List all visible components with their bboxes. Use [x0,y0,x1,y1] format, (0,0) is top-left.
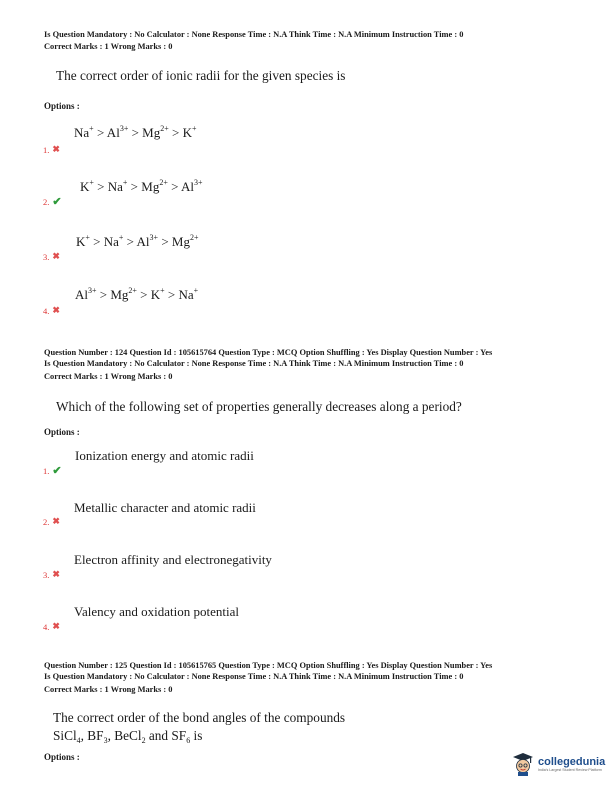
option-3-number [43,251,60,262]
formula-superscript: + [122,178,128,187]
marks-line: Correct Marks : 1 Wrong Marks : 0 [44,42,173,51]
marks-line: Correct Marks : 1 Wrong Marks : 0 [44,372,173,381]
question-formula-line [53,727,202,744]
formula-superscript: 2+ [189,233,199,242]
formula-superscript: 3+ [149,233,159,242]
formula-base: K [80,179,90,194]
option-1-number [43,464,62,477]
option-number: 4. [43,621,50,632]
formula-superscript: + [193,286,199,295]
formula-superscript: 2+ [159,178,168,187]
graduate-mascot-icon [512,752,534,776]
option-4-text [75,287,198,303]
formula-base: Na [74,125,90,140]
option-number: 2. [43,516,50,527]
formula-superscript: 3+ [88,286,97,295]
question-meta-line: Is Question Mandatory : No Calculator : None Response Time : N.A Think Time : N.A Minimum Instruction Time : 0 [44,359,464,368]
brand-tagline: India's Largest Student Review Platform [538,767,602,772]
option-3-number [43,569,60,580]
formula-base: K [76,234,86,249]
question-meta-line: Is Question Mandatory : No Calculator : None Response Time : N.A Think Time : N.A Minimum Instruction Time : 0 [44,672,464,681]
formula-base: Al [75,287,88,302]
formula-base: > Mg [127,179,160,194]
cross-icon: ✖ [52,305,60,315]
formula-superscript: 2+ [160,124,169,133]
formula-superscript: + [118,233,124,242]
option-4-text: Valency and oxidation potential [74,604,239,619]
options-label: Options : [44,101,80,111]
cross-icon: ✖ [52,144,60,154]
formula-subscript: 2 [141,736,146,745]
option-3-text [76,234,198,250]
formula-base: is [190,728,203,743]
formula-superscript: 2+ [128,286,137,295]
options-label: Options : [44,752,80,762]
formula-base: and SF [145,728,187,743]
formula-base: > Mg [128,125,161,140]
option-number: 2. [43,196,50,207]
cross-icon: ✖ [52,516,60,526]
option-1-text: Ionization energy and atomic radii [75,448,254,463]
option-4-number [43,621,60,632]
formula-superscript: + [89,124,94,133]
formula-subscript: 3 [103,736,108,745]
option-2-number [43,195,62,208]
formula-base: > Na [89,234,119,249]
question-text: Which of the following set of properties generally decreases along a period? [56,399,462,414]
option-1-number [43,144,60,155]
formula-base: , BF [80,728,104,743]
formula-superscript: 3+ [193,178,203,187]
formula-base: > Mg [96,287,129,302]
formula-base: > K [168,125,192,140]
formula-base: > Na [164,287,194,302]
formula-superscript: + [85,233,90,242]
brand-name: collegedunia [538,755,606,768]
option-number: 1. [43,144,50,155]
question-meta-line: Question Number : 124 Question Id : 105615764 Question Type : MCQ Option Shuffling : Yes Display Question Number : Yes [44,348,493,357]
checkmark-icon: ✔ [52,196,62,208]
option-number: 3. [43,569,50,580]
cross-icon: ✖ [52,621,60,631]
question-text: The correct order of the bond angles of the compounds [53,710,346,725]
question-meta-line: Question Number : 125 Question Id : 105615765 Question Type : MCQ Option Shuffling : Yes Display Question Number : Yes [44,661,493,670]
option-3-text: Electron affinity and electronegativity [74,552,272,567]
checkmark-icon: ✔ [52,465,62,477]
option-1-text [74,125,196,141]
marks-line: Correct Marks : 1 Wrong Marks : 0 [44,685,173,694]
formula-base: , BeCl [107,728,142,743]
option-number: 3. [43,251,50,262]
formula-superscript: + [191,124,197,133]
formula-base: > Na [93,179,123,194]
option-number: 1. [43,465,50,476]
question-text: The correct order of ionic radii for the given species is [56,68,346,83]
options-label: Options : [44,427,80,437]
cross-icon: ✖ [52,569,60,579]
formula-subscript: 6 [186,736,191,745]
formula-base: SiCl [53,728,77,743]
formula-base: > Mg [158,234,190,249]
formula-base: > Al [123,234,150,249]
formula-base: > K [136,287,161,302]
question-meta-line: Is Question Mandatory : No Calculator : None Response Time : N.A Think Time : N.A Minimum Instruction Time : 0 [44,30,464,39]
option-2-number [43,516,60,527]
collegedunia-logo [512,752,605,776]
option-number: 4. [43,305,50,316]
option-2-text [80,179,202,195]
cross-icon: ✖ [52,251,60,261]
formula-superscript: + [89,178,94,187]
option-2-text: Metallic character and atomic radii [74,500,256,515]
option-4-number [43,305,60,316]
brand-text [538,756,605,773]
formula-subscript: 4 [76,736,81,745]
formula-base: > Al [167,179,194,194]
formula-base: > Al [93,125,120,140]
formula-superscript: 3+ [119,124,129,133]
formula-superscript: + [160,286,165,295]
